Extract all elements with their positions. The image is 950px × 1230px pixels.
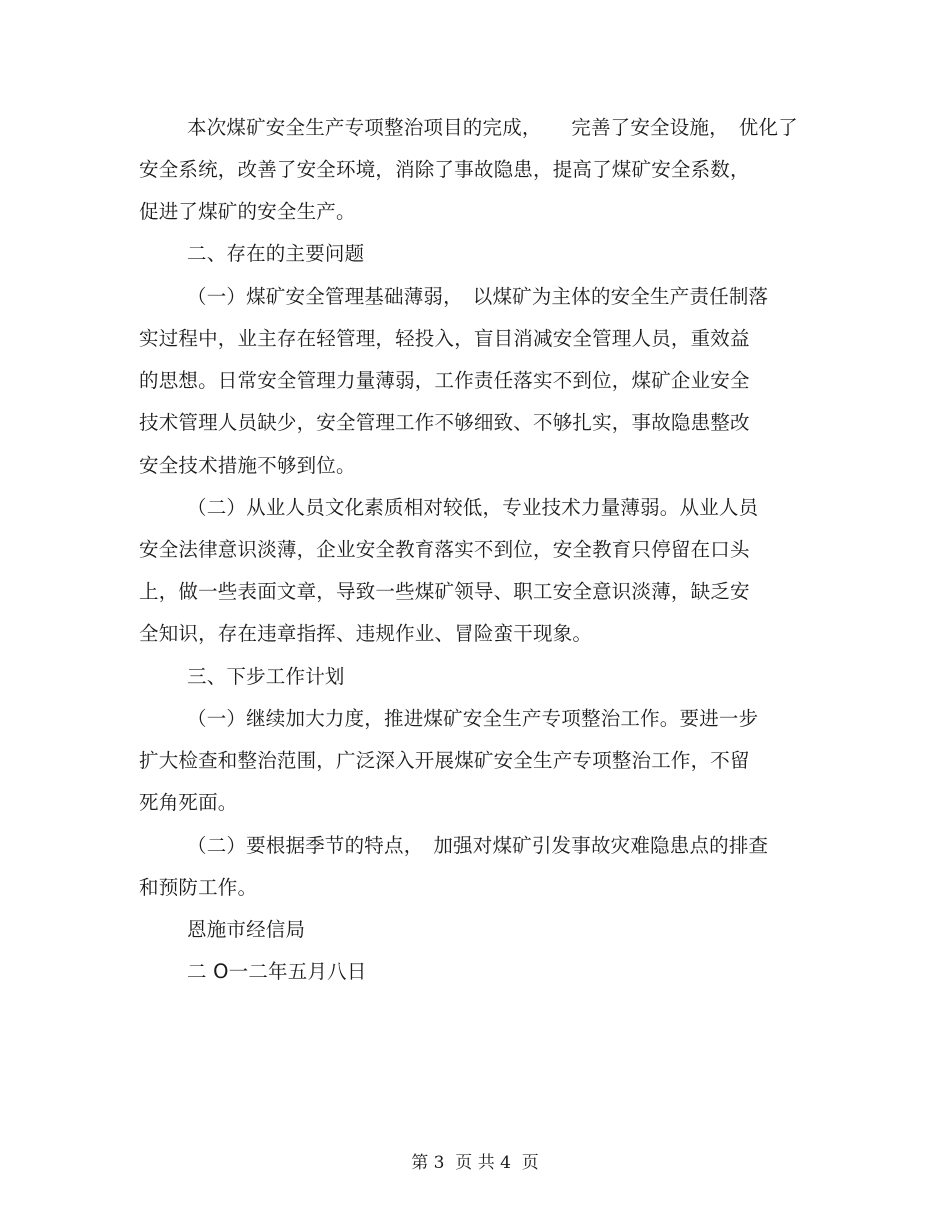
paragraph-line: 全知识，存在违章指挥、违规作业、冒险蛮干现象。 bbox=[139, 622, 593, 645]
paragraph-line: （一）煤矿安全管理基础薄弱， 以煤矿为主体的安全生产责任制落 bbox=[187, 285, 769, 308]
paragraph-line: （二）要根据季节的特点， 加强对煤矿引发事故灾难隐患点的排查 bbox=[187, 834, 769, 857]
paragraph-line: 实过程中，业主存在轻管理，轻投入，盲目消减安全管理人员，重效益 bbox=[139, 327, 750, 350]
section-heading: 三、下步工作计划 bbox=[187, 665, 345, 688]
section-heading: 二、存在的主要问题 bbox=[187, 242, 365, 265]
paragraph-line: 扩大检查和整治范围，广泛深入开展煤矿安全生产专项整治工作，不留 bbox=[139, 749, 750, 772]
paragraph-line: 安全技术措施不够到位。 bbox=[139, 454, 356, 477]
paragraph-line: 安全法律意识淡薄，企业安全教育落实不到位，安全教育只停留在口头 bbox=[139, 538, 750, 561]
paragraph-line: 上，做一些表面文章，导致一些煤矿领导、职工安全意识淡薄，缺乏安 bbox=[139, 580, 750, 603]
page-footer: 第 3 页 共 4 页 bbox=[411, 1153, 539, 1173]
paragraph-line: 安全系统，改善了安全环境，消除了事故隐患，提高了煤矿安全系数， bbox=[139, 158, 750, 181]
paragraph-line: 的思想。日常安全管理力量薄弱，工作责任落实不到位，煤矿企业安全 bbox=[139, 369, 750, 392]
paragraph-line: 本次煤矿安全生产专项整治项目的完成， 完善了安全设施， 优化了 bbox=[187, 116, 798, 139]
signature-date: 二 O一二年五月八日 bbox=[187, 960, 367, 983]
paragraph-line: 技术管理人员缺少，安全管理工作不够细致、不够扎实，事故隐患整改 bbox=[139, 411, 750, 434]
paragraph-line: 死角死面。 bbox=[139, 791, 238, 814]
signature-org: 恩施市经信局 bbox=[187, 918, 306, 941]
paragraph-line: 和预防工作。 bbox=[139, 876, 258, 899]
paragraph-line: （二）从业人员文化素质相对较低，专业技术力量薄弱。从业人员 bbox=[187, 496, 759, 519]
paragraph-line: 促进了煤矿的安全生产。 bbox=[139, 200, 356, 223]
paragraph-line: （一）继续加大力度，推进煤矿安全生产专项整治工作。要进一步 bbox=[187, 707, 759, 730]
